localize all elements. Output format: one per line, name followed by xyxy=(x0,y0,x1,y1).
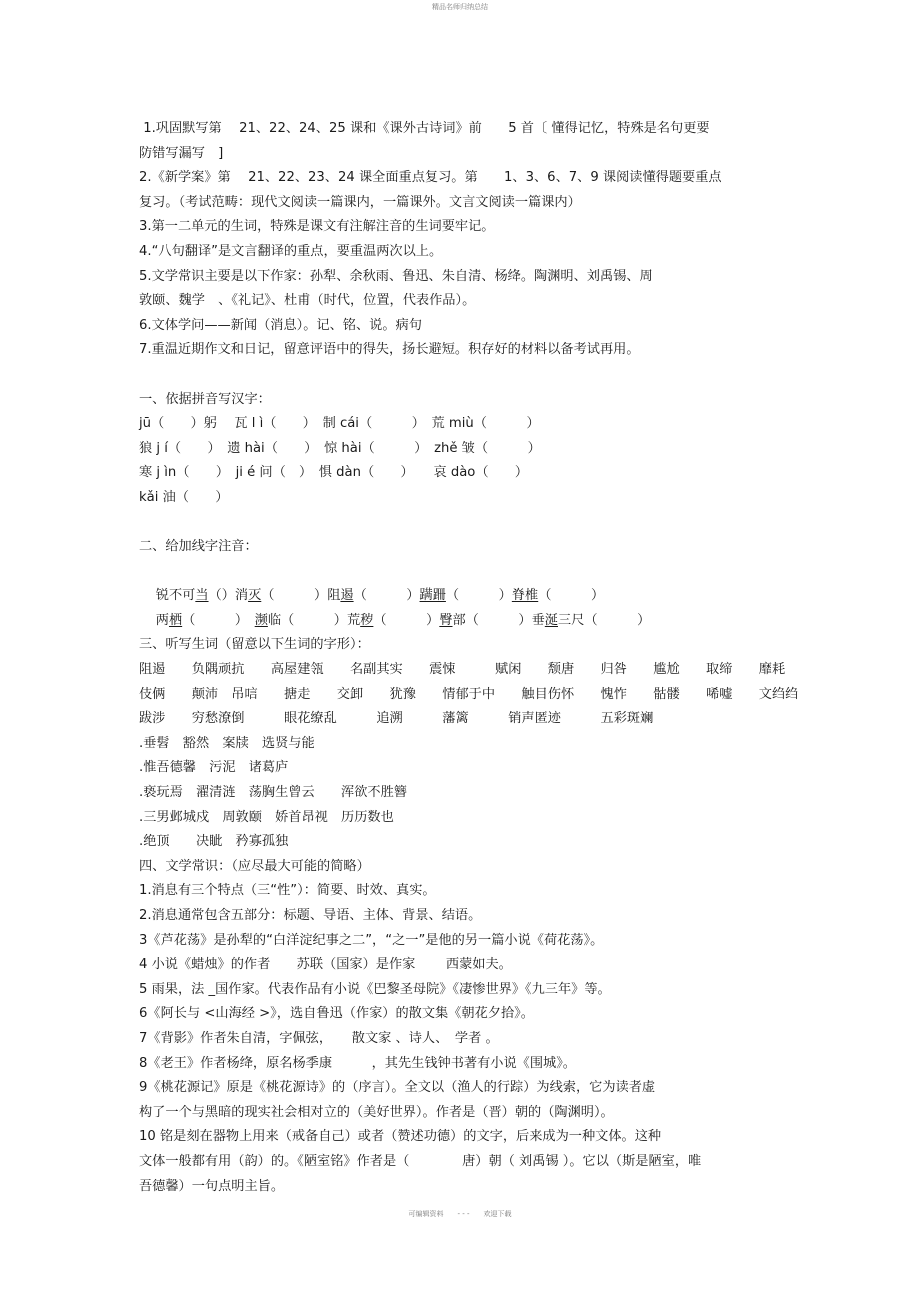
annotate-segment: 锐不可 xyxy=(155,588,196,604)
review-line: 敦颐、魏学 、《礼记》、杜甫（时代，位置，代表作品）。 xyxy=(139,293,476,309)
pinyin-line: 狼 j í（ ） 遗 hài（ ） 惊 hài（ ） zhě 皱（ ） xyxy=(139,440,541,456)
literature-line: 4 小说《蜡烛》的作者 苏联（国家）是作家 西蒙如夫。 xyxy=(139,957,512,973)
annotate-segment: 两 xyxy=(155,612,169,628)
annotate-segment: 部（ ）垂 xyxy=(452,612,545,628)
review-line: 4.“八句翻译”是文言翻译的重点，要重温两次以上。 xyxy=(139,243,443,259)
literature-line: 文体一般都有用（韵）的。《陋室铭》作者是（ 唐）朝（ 刘禹锡 ）。它以（斯是陋室，唯 xyxy=(139,1153,702,1169)
annotate-segment: （ ）阻 xyxy=(261,588,341,604)
pinyin-line: kǎi 油（ ） xyxy=(139,489,229,505)
page-header: 精品名师归纳总结 xyxy=(432,3,488,11)
review-line: 1.巩固默写第 21、22、24、25 课和《课外古诗词》前 5 首〔 懂得记忆，特殊是名句更要 xyxy=(139,121,710,136)
dictation-line: 伎俩 颠沛 吊唁 搪走 交卸 犹豫 情郁于中 触目伤怀 愧怍 骷髅 唏嘘 文绉绉 xyxy=(139,686,799,702)
underlined-char: 臀 xyxy=(439,612,453,628)
literature-line: 构了一个与黑暗的现实社会相对立的（美好世界）。作者是（晋）朝的（陶渊明）。 xyxy=(139,1104,614,1120)
underlined-char: 栖 xyxy=(168,612,183,628)
spacer xyxy=(139,363,779,388)
spacer xyxy=(139,511,779,536)
literature-line: 1.消息有三个特点（三“性”）：简要、时效、真实。 xyxy=(139,883,436,899)
annotate-segment: （ ） xyxy=(182,612,255,628)
annotate-segment: 三尺（ ） xyxy=(558,612,651,628)
underlined-char: 灭 xyxy=(248,588,262,604)
literature-line: 7《背影》作者朱自清，字佩弦， 散文家 、诗人、 学者 。 xyxy=(139,1030,499,1046)
dictation-line: 阻遏 负隅顽抗 高屋建瓴 名副其实 震悚 赋闲 颓唐 归咎 尴尬 取缔 靡耗 xyxy=(139,662,786,678)
dictation-line: .亵玩焉 濯清涟 荡胸生曾云 浑欲不胜簪 xyxy=(139,785,407,801)
literature-line: 10 铭是刻在器物上用来（戒备自己）或者（赞述功德）的文字，后来成为一种文体。这种 xyxy=(139,1129,662,1145)
underlined-char: 蹒跚 xyxy=(419,588,446,604)
dictation-line: .惟吾德馨 污泥 诸葛庐 xyxy=(139,760,289,776)
annotate-segment: （ ） xyxy=(445,588,512,604)
section-title-literature: 四、文学常识：（应尽最大可能的简略） xyxy=(139,858,370,874)
review-line: 6.文体学问——新闻（消息）。记、铭、说。病句 xyxy=(139,317,422,333)
dictation-line: 跋涉 穷愁潦倒 眼花缭乱 追溯 藩篱 销声匿迹 五彩斑斓 xyxy=(139,711,654,727)
review-line: 7.重温近期作文和日记，留意评语中的得失，扬长避短。积存好的材料以备考试再用。 xyxy=(139,342,640,358)
dictation-line: .绝顶 决眦 矜寡孤独 xyxy=(139,834,289,850)
dictation-line: .垂髫 豁然 案牍 选贤与能 xyxy=(139,735,315,751)
annotate-segment: （ ） xyxy=(353,588,420,604)
literature-line: 9《桃花源记》原是《桃花源诗》的（序言）。全文以（渔人的行踪）为线索，它为读者虚 xyxy=(139,1080,656,1096)
annotate-segment: （ ） xyxy=(373,612,440,628)
annotate-segment: 临（ ）荒 xyxy=(267,612,361,628)
section-title-dictation: 三、听写生词（留意以下生词的字形）： xyxy=(139,637,370,653)
underlined-char: 脊椎 xyxy=(511,588,539,604)
review-line: 2.《新学案》第 21、22、23、24 课全面重点复习。第 1、3、6、7、9 课阅读懂得题要重点 xyxy=(139,170,722,186)
literature-line: 吾德馨）一句点明主旨。 xyxy=(139,1178,285,1194)
underlined-char: 秽 xyxy=(360,612,374,628)
underlined-char: 当 xyxy=(195,588,209,604)
section-title-pinyin: 一、依据拼音写汉字： xyxy=(139,391,271,407)
underlined-char: 涎 xyxy=(544,612,558,628)
review-line: 3.第一二单元的生词，特殊是课文有注解注音的生词要牢记。 xyxy=(139,219,495,235)
review-line: 5.文学常识主要是以下作家：孙犁、余秋雨、鲁迅、朱自清、杨绛。陶渊明、刘禹锡、周 xyxy=(139,268,653,284)
underlined-char: 濒 xyxy=(254,612,268,628)
review-line: 复习。（考试范畴：现代文阅读一篇课内，一篇课外。文言文阅读一篇课内） xyxy=(139,194,581,210)
underlined-char: 遏 xyxy=(340,588,354,604)
section-title-annotate: 二、给加线字注音： xyxy=(139,539,258,555)
literature-line: 6《阿长与 <山海经 >》，选自鲁迅（作家）的散文集《朝花夕拾》。 xyxy=(139,1006,534,1022)
document-body xyxy=(139,117,799,1199)
annotate-segment: （） xyxy=(208,588,235,604)
dictation-line: .三男邺城戍 周敦颐 娇首昂视 历历数也 xyxy=(139,809,394,825)
literature-line: 5 雨果，法 _国作家。代表作品有小说《巴黎圣母院》《凄惨世界》《九三年》等。 xyxy=(139,981,611,997)
page-footer: 可编辑资料 - - - 欢迎下载 xyxy=(408,1210,512,1218)
annotate-segment: 消 xyxy=(234,588,249,604)
literature-line: 2.消息通常包含五部分：标题、导语、主体、背景、结语。 xyxy=(139,908,482,923)
literature-line: 3《芦花荡》是孙犁的“白洋淀纪事之二”，“之一”是他的另一篇小说《荷花荡》。 xyxy=(139,932,604,948)
pinyin-line: 寒 j ìn（ ） ji é 问（ ） 惧 dàn（ ） 哀 dào（ ） xyxy=(139,465,529,481)
pinyin-line: jū（ ）躬 瓦 l ì（ ） 制 cái（ ） 荒 miù（ ） xyxy=(139,416,540,432)
review-line: 防错写漏写 ] xyxy=(139,145,224,161)
annotate-segment: （ ） xyxy=(538,588,605,604)
annotate-line-1 xyxy=(139,560,779,604)
literature-line: 8《老王》作者杨绛，原名杨季康 ，其先生钱钟书著有小说《围城》。 xyxy=(139,1055,576,1071)
